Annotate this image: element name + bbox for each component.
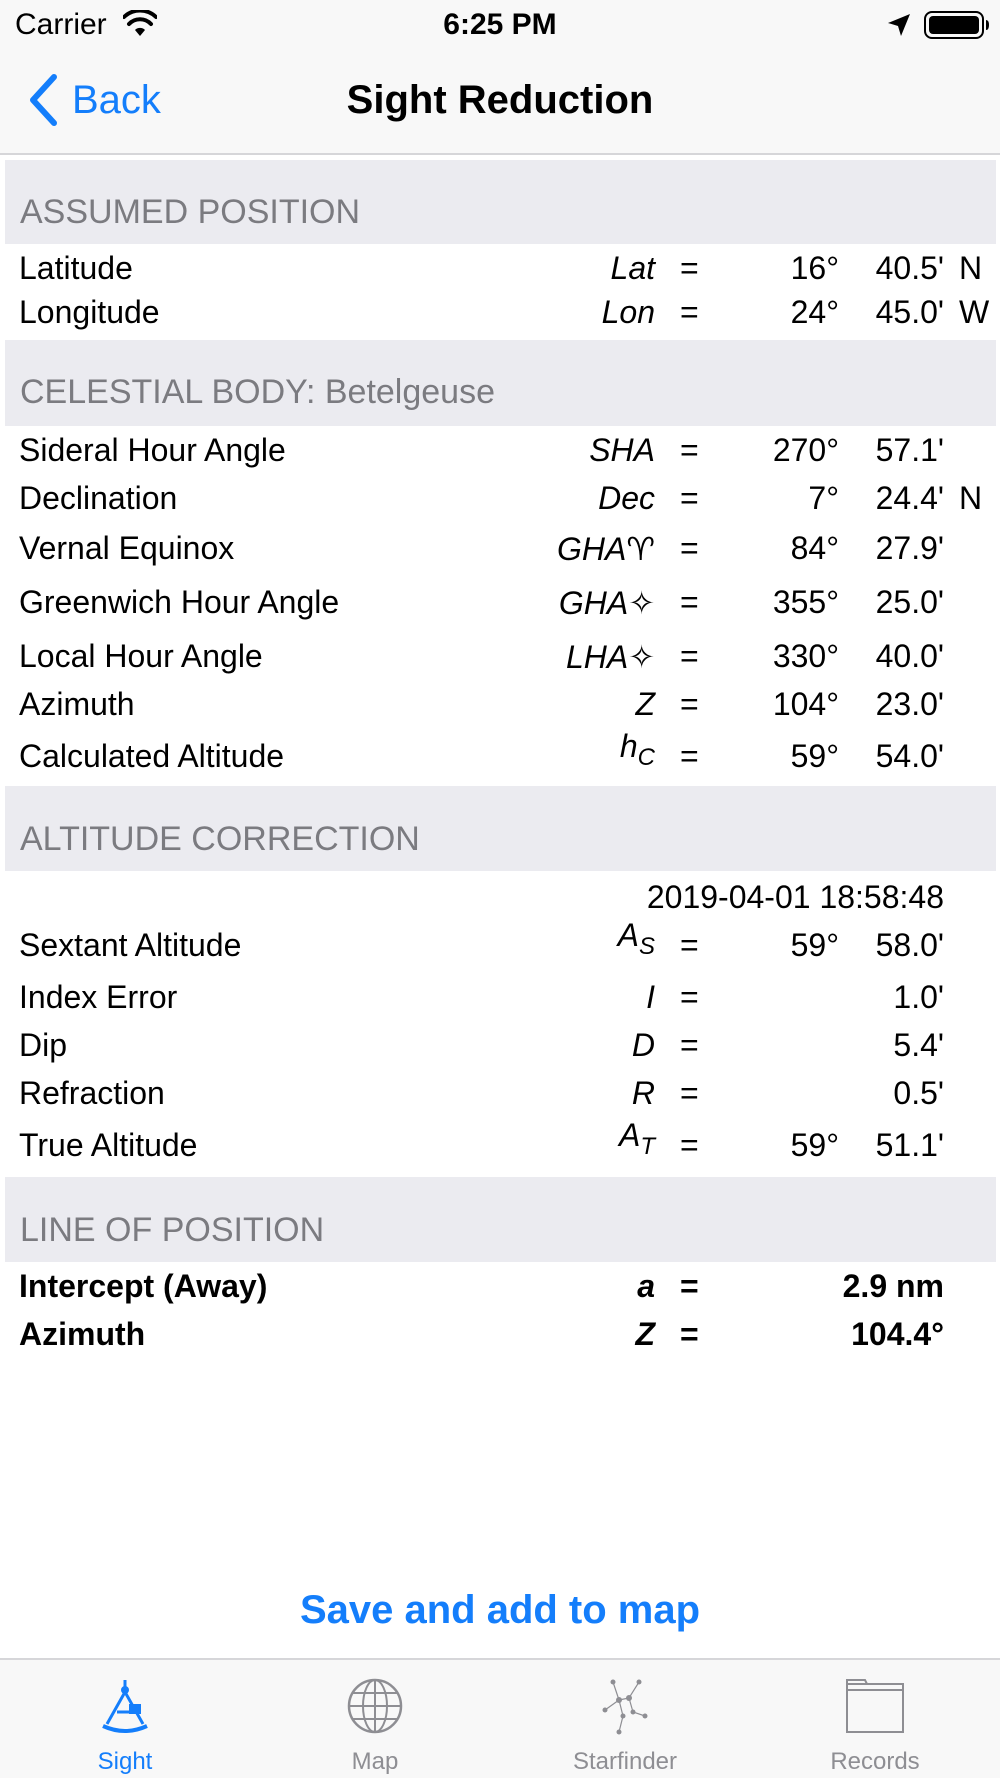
row-equals: = bbox=[680, 979, 699, 1015]
symbol-subscript: C bbox=[637, 744, 655, 771]
row-label: Index Error bbox=[19, 979, 178, 1015]
row-minutes: 27.9' bbox=[875, 530, 944, 566]
tab-label: Sight bbox=[97, 1748, 153, 1775]
tab-starfinder[interactable] bbox=[500, 1660, 750, 1778]
row-label: Latitude bbox=[19, 250, 133, 286]
row-symbol bbox=[619, 728, 655, 771]
row-vernal-equinox bbox=[5, 524, 996, 578]
row-label: Longitude bbox=[19, 294, 160, 330]
symbol-base: A bbox=[617, 917, 639, 953]
row-equals: = bbox=[680, 530, 699, 566]
row-equals: = bbox=[680, 638, 699, 674]
row-sideral-hour-angle bbox=[5, 426, 996, 474]
row-dip bbox=[5, 1021, 996, 1069]
row-symbol: Lat bbox=[610, 250, 655, 286]
row-azimuth bbox=[5, 682, 996, 734]
row-minutes: 0.5' bbox=[893, 1075, 944, 1111]
row-minutes: 5.4' bbox=[893, 1027, 944, 1063]
row-equals: = bbox=[680, 1316, 699, 1352]
constellation-icon bbox=[595, 1676, 655, 1736]
row-equals: = bbox=[680, 250, 699, 286]
row-label: Sextant Altitude bbox=[19, 927, 242, 963]
row-label: Sideral Hour Angle bbox=[19, 432, 286, 468]
tab-label: Starfinder bbox=[572, 1748, 678, 1775]
navigation-bar bbox=[0, 50, 1000, 155]
row-declination bbox=[5, 474, 996, 524]
section-header-altitude-correction bbox=[5, 786, 996, 871]
row-calculated-altitude bbox=[5, 728, 996, 786]
row-longitude bbox=[5, 292, 996, 340]
row-degrees: 59° bbox=[790, 927, 839, 963]
row-symbol: Lon bbox=[601, 294, 655, 330]
battery-icon bbox=[924, 11, 990, 39]
row-true-altitude bbox=[5, 1117, 996, 1177]
section-title: ASSUMED POSITION bbox=[20, 193, 361, 231]
row-label: Declination bbox=[19, 480, 178, 516]
page-title: Sight Reduction bbox=[346, 78, 654, 122]
status-time: 6:25 PM bbox=[443, 8, 557, 41]
row-label: Greenwich Hour Angle bbox=[19, 584, 340, 620]
row-minutes: 40.5' bbox=[875, 250, 944, 286]
row-label: True Altitude bbox=[19, 1127, 198, 1163]
row-minutes: 57.1' bbox=[875, 432, 944, 468]
symbol-base: h bbox=[619, 728, 638, 764]
row-minutes: 25.0' bbox=[875, 584, 944, 620]
row-equals: = bbox=[680, 1027, 699, 1063]
row-degrees: 7° bbox=[808, 480, 839, 516]
row-label: Intercept (Away) bbox=[19, 1268, 268, 1304]
row-label: Azimuth bbox=[19, 1316, 146, 1352]
section-header-assumed-position bbox=[5, 160, 996, 244]
section-header-line-of-position bbox=[5, 1177, 996, 1262]
row-label: Dip bbox=[19, 1027, 68, 1063]
row-symbol bbox=[618, 1117, 655, 1160]
row-timestamp bbox=[5, 871, 996, 921]
row-degrees: 270° bbox=[772, 432, 839, 468]
symbol-subscript: S bbox=[638, 933, 655, 960]
row-label: Calculated Altitude bbox=[19, 738, 285, 774]
row-hemisphere: W bbox=[959, 294, 990, 330]
section-header-celestial-body bbox=[5, 340, 996, 426]
row-symbol: SHA bbox=[589, 432, 655, 468]
intercept-value: 2.9 nm bbox=[842, 1268, 944, 1304]
row-equals: = bbox=[680, 584, 699, 620]
row-degrees: 84° bbox=[790, 530, 839, 566]
folder-icon bbox=[845, 1676, 905, 1736]
row-refraction bbox=[5, 1069, 996, 1121]
row-minutes: 40.0' bbox=[875, 638, 944, 674]
row-minutes: 1.0' bbox=[893, 979, 944, 1015]
wifi-icon bbox=[123, 10, 157, 38]
row-degrees: 330° bbox=[772, 638, 839, 674]
row-equals: = bbox=[680, 480, 699, 516]
row-equals: = bbox=[680, 738, 699, 774]
tab-label: Map bbox=[351, 1748, 399, 1775]
symbol-base: A bbox=[618, 1117, 641, 1153]
row-label: Refraction bbox=[19, 1075, 165, 1111]
row-degrees: 59° bbox=[790, 738, 839, 774]
row-symbol: GHA✧ bbox=[558, 585, 655, 621]
row-degrees: 59° bbox=[790, 1127, 839, 1163]
row-label: Local Hour Angle bbox=[19, 638, 263, 674]
tab-bar bbox=[0, 1658, 1000, 1778]
row-greenwich-hour-angle bbox=[5, 578, 996, 632]
azimuth-value: 104.4° bbox=[851, 1316, 944, 1352]
status-bar bbox=[0, 0, 1000, 50]
back-button[interactable] bbox=[28, 72, 161, 128]
location-arrow-icon bbox=[886, 12, 912, 38]
row-equals: = bbox=[680, 1268, 699, 1304]
row-minutes: 58.0' bbox=[875, 927, 944, 963]
globe-icon bbox=[345, 1676, 405, 1736]
row-symbol: R bbox=[631, 1075, 655, 1111]
row-symbol: D bbox=[631, 1027, 655, 1063]
row-symbol bbox=[617, 917, 655, 960]
tab-records[interactable] bbox=[750, 1660, 1000, 1778]
tab-map[interactable] bbox=[250, 1660, 500, 1778]
row-degrees: 355° bbox=[772, 584, 839, 620]
row-degrees: 24° bbox=[790, 294, 839, 330]
section-title: ALTITUDE CORRECTION bbox=[20, 820, 420, 858]
row-symbol: GHA♈ bbox=[556, 531, 655, 567]
row-label: Azimuth bbox=[19, 686, 135, 722]
row-minutes: 23.0' bbox=[875, 686, 944, 722]
save-and-add-to-map-button[interactable]: Save and add to map bbox=[299, 1588, 701, 1632]
row-symbol: LHA✧ bbox=[565, 639, 655, 675]
row-symbol: Z bbox=[635, 1316, 655, 1352]
row-degrees: 104° bbox=[772, 686, 839, 722]
row-intercept bbox=[5, 1262, 996, 1310]
row-local-hour-angle bbox=[5, 632, 996, 682]
row-equals: = bbox=[680, 686, 699, 722]
sextant-icon bbox=[95, 1676, 155, 1736]
row-symbol: a bbox=[637, 1268, 655, 1304]
row-equals: = bbox=[680, 927, 699, 963]
row-minutes: 54.0' bbox=[875, 738, 944, 774]
row-minutes: 45.0' bbox=[875, 294, 944, 330]
row-symbol: Dec bbox=[598, 480, 655, 516]
row-hemisphere: N bbox=[959, 250, 983, 286]
row-index-error bbox=[5, 973, 996, 1021]
carrier-label: Carrier bbox=[15, 8, 107, 41]
section-title: CELESTIAL BODY: Betelgeuse bbox=[20, 373, 495, 411]
sight-reduction-table bbox=[5, 160, 996, 1358]
row-label: Vernal Equinox bbox=[19, 530, 235, 566]
tab-label: Records bbox=[830, 1748, 920, 1775]
back-label: Back bbox=[72, 77, 161, 122]
row-hemisphere: N bbox=[959, 480, 983, 516]
row-symbol: I bbox=[646, 979, 655, 1015]
row-equals: = bbox=[680, 294, 699, 330]
symbol-subscript: T bbox=[640, 1133, 655, 1160]
row-equals: = bbox=[680, 1075, 699, 1111]
row-latitude bbox=[5, 244, 996, 292]
row-equals: = bbox=[680, 1127, 699, 1163]
row-lop-azimuth bbox=[5, 1310, 996, 1358]
row-degrees: 16° bbox=[790, 250, 839, 286]
row-sextant-altitude bbox=[5, 917, 996, 973]
row-minutes: 24.4' bbox=[875, 480, 944, 516]
chevron-left-icon bbox=[28, 74, 58, 126]
tab-sight[interactable] bbox=[0, 1660, 250, 1778]
row-equals: = bbox=[680, 432, 699, 468]
row-symbol: Z bbox=[635, 686, 655, 722]
observation-timestamp: 2019-04-01 18:58:48 bbox=[646, 879, 944, 915]
row-minutes: 51.1' bbox=[875, 1127, 944, 1163]
section-title: LINE OF POSITION bbox=[20, 1211, 325, 1249]
